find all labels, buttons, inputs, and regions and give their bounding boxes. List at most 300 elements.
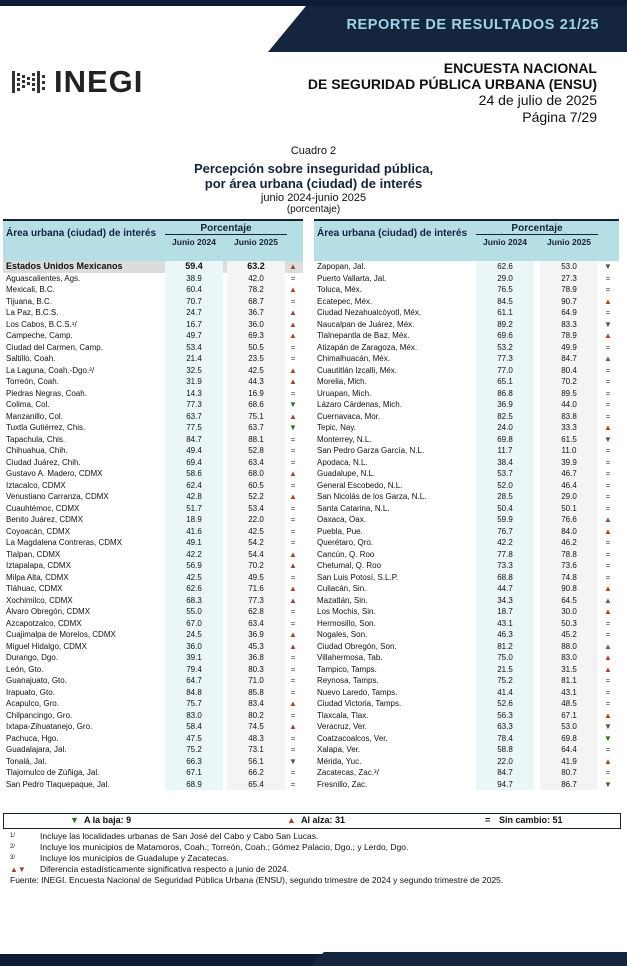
up-arrow-icon: ▲ — [604, 595, 612, 605]
up-arrow-icon: ▲ — [289, 377, 297, 386]
footnotes — [10, 831, 503, 886]
table-row — [314, 353, 619, 365]
table-row — [314, 261, 619, 273]
value-2024: 76.5 — [476, 284, 534, 296]
city-name: Tlaxcala, Tlax. — [317, 710, 369, 720]
down-arrow-icon: ▼ — [604, 779, 612, 789]
city-name: Chilpancingo, Gro. — [6, 710, 73, 720]
table-row — [314, 330, 619, 342]
value-2024: 52.0 — [476, 480, 534, 492]
value-2024: 81.2 — [476, 641, 534, 653]
equal-icon: = — [605, 285, 611, 294]
table-row — [3, 618, 303, 630]
down-arrow-icon: ▼ — [604, 722, 612, 731]
table-row — [314, 319, 619, 331]
up-arrow-icon: ▲ — [289, 469, 297, 478]
table-row — [3, 664, 303, 676]
value-2025: 90.7 — [540, 296, 598, 308]
value-2024: 77.3 — [476, 353, 534, 365]
value-2024: 39.1 — [165, 652, 223, 664]
value-2024: 76.7 — [476, 526, 534, 538]
up-arrow-icon: ▲ — [604, 423, 612, 432]
city-name: Tlajomulco de Zúñiga, Jal. — [6, 768, 100, 777]
city-name: Álvaro Obregón, CDMX — [6, 607, 91, 616]
value-2025: 50.5 — [227, 342, 285, 354]
value-2024: 67.1 — [165, 767, 223, 779]
value-2024: 53.7 — [476, 468, 534, 480]
city-name: Guadalajara, Jal. — [6, 745, 67, 754]
value-2025: 64.9 — [540, 307, 598, 319]
table-row — [314, 457, 619, 469]
equal-icon: = — [290, 664, 296, 674]
value-2025: 88.1 — [227, 434, 285, 446]
equal-icon: = — [290, 515, 296, 524]
value-2025: 64.4 — [540, 744, 598, 756]
value-2024: 29.0 — [476, 273, 534, 285]
city-name: Piedras Negras, Coah. — [6, 388, 87, 398]
table-row — [314, 434, 619, 446]
table-row — [3, 675, 303, 687]
header-year-2025: Junio 2025 — [547, 237, 591, 247]
value-2025: 54.2 — [227, 537, 285, 549]
value-2024: 82.5 — [476, 411, 534, 423]
inegi-logo — [12, 64, 143, 100]
value-2024: 18.7 — [476, 606, 534, 618]
table-row — [3, 284, 303, 296]
table-row — [3, 261, 303, 273]
value-2025: 63.4 — [227, 457, 285, 469]
city-name: Tijuana, B.C. — [6, 296, 52, 306]
value-2025: 73.1 — [227, 744, 285, 756]
table-row — [3, 549, 303, 561]
city-name: Santa Catarina, N.L. — [317, 503, 390, 513]
table-row — [314, 537, 619, 549]
equal-icon: = — [605, 469, 611, 478]
table-row — [314, 376, 619, 388]
value-2025: 74.8 — [540, 572, 598, 584]
down-arrow-icon: ▼ — [289, 423, 297, 432]
value-2024: 38.4 — [476, 457, 534, 469]
table-row — [314, 733, 619, 745]
value-2025: 63.7 — [227, 422, 285, 434]
city-name: Los Mochis, Sin. — [317, 607, 376, 616]
value-2025: 48.3 — [227, 733, 285, 745]
city-name: Coyoacán, CDMX — [6, 526, 71, 536]
city-name: Colima, Col. — [6, 400, 50, 409]
table-row — [314, 606, 619, 618]
table-row — [314, 399, 619, 411]
value-2025: 23.5 — [227, 353, 285, 365]
city-name: Tepic, Nay. — [317, 423, 356, 432]
value-2025: 68.6 — [227, 399, 285, 411]
city-name: Toluca, Méx. — [317, 285, 362, 294]
equal-icon: = — [290, 434, 296, 444]
city-name: Irapuato, Gto. — [6, 687, 55, 697]
value-2025: 49.5 — [227, 572, 285, 584]
city-name: Iztacalco, CDMX — [6, 480, 66, 490]
value-2024: 42.2 — [476, 537, 534, 549]
table-row — [314, 388, 619, 400]
value-2025: 63.2 — [227, 261, 285, 273]
value-2024: 58.4 — [165, 721, 223, 733]
value-2024: 63.7 — [165, 411, 223, 423]
value-2024: 36.9 — [476, 399, 534, 411]
table-row — [314, 756, 619, 768]
value-2024: 69.4 — [165, 457, 223, 469]
value-2024: 46.3 — [476, 629, 534, 641]
value-2024: 41.6 — [165, 526, 223, 538]
equal-icon: = — [605, 549, 611, 559]
city-name: Cuernavaca, Mor. — [317, 411, 381, 421]
value-2025: 78.9 — [540, 284, 598, 296]
equal-icon: = — [290, 607, 296, 616]
document-header — [308, 60, 597, 126]
value-2025: 83.8 — [540, 411, 598, 423]
city-name: Mérida, Yuc. — [317, 756, 362, 766]
up-arrow-icon: ▲ — [289, 699, 297, 708]
value-2024: 42.8 — [165, 491, 223, 503]
value-2025: 11.0 — [540, 445, 598, 457]
city-name: Aguascalientes, Ags. — [6, 273, 81, 283]
city-name: Tampico, Tamps. — [317, 664, 377, 674]
up-arrow-icon: ▲ — [289, 411, 297, 421]
table-row — [3, 330, 303, 342]
value-2024: 44.7 — [476, 583, 534, 595]
value-2024: 69.6 — [476, 330, 534, 342]
value-2024: 59.4 — [165, 261, 223, 273]
table-title-line1: Percepción sobre inseguridad pública, — [193, 161, 434, 176]
up-arrow-icon: ▲ — [604, 607, 612, 616]
city-name: Estados Unidos Mexicanos — [6, 261, 123, 271]
value-2024: 24.7 — [165, 307, 223, 319]
value-2024: 56.3 — [476, 710, 534, 722]
value-2025: 45.3 — [227, 641, 285, 653]
header-area: Área urbana (ciudad) de interés — [317, 228, 468, 239]
down-arrow-icon: ▼ — [604, 319, 612, 329]
value-2025: 43.1 — [540, 687, 598, 699]
equal-icon: = — [290, 296, 296, 306]
value-2025: 83.4 — [227, 698, 285, 710]
value-2024: 18.9 — [165, 514, 223, 526]
value-2024: 21.5 — [476, 664, 534, 676]
city-name: Cuauhtémoc, CDMX — [6, 503, 80, 513]
table-row — [3, 583, 303, 595]
table-row — [314, 641, 619, 653]
up-arrow-icon: ▲ — [289, 630, 297, 639]
value-2024: 50.4 — [476, 503, 534, 515]
city-name: Ciudad Nezahualcóyotl, Méx. — [317, 308, 422, 317]
table-row — [314, 618, 619, 630]
value-2024: 68.3 — [165, 595, 223, 607]
value-2025: 69.3 — [227, 330, 285, 342]
equal-icon: = — [605, 365, 611, 375]
value-2024: 53.2 — [476, 342, 534, 354]
table-row — [314, 698, 619, 710]
city-name: Lázaro Cárdenas, Mich. — [317, 400, 402, 409]
table-row — [314, 296, 619, 308]
value-2025: 89.5 — [540, 388, 598, 400]
up-arrow-icon: ▲ — [604, 515, 612, 524]
equal-icon: = — [605, 457, 611, 467]
value-2025: 36.9 — [227, 629, 285, 641]
value-2024: 14.3 — [165, 388, 223, 400]
equal-icon: = — [290, 768, 296, 777]
city-name: Mexicali, B.C. — [6, 285, 55, 294]
table-row — [3, 353, 303, 365]
city-name: Ciudad Obregón, Son. — [317, 641, 397, 651]
city-name: Mazatlán, Sin. — [317, 595, 368, 605]
value-2024: 61.1 — [476, 307, 534, 319]
equal-icon: = — [605, 699, 611, 708]
city-name: Puerto Vallarta, Jal. — [317, 273, 387, 283]
value-2024: 77.8 — [476, 549, 534, 561]
equal-icon: = — [605, 400, 611, 409]
value-2025: 61.5 — [540, 434, 598, 446]
up-arrow-icon: ▲ — [289, 262, 297, 271]
city-name: San Pedro Garza García, N.L. — [317, 446, 425, 455]
value-2024: 77.5 — [165, 422, 223, 434]
down-arrow-icon: ▼ — [604, 434, 612, 444]
legend-up: Al alza: 31 — [301, 815, 346, 825]
value-2025: 80.4 — [540, 365, 598, 377]
up-arrow-icon: ▲ — [604, 331, 612, 340]
value-2025: 64.5 — [540, 595, 598, 607]
equal-icon: = — [290, 526, 296, 536]
city-name: Chihuahua, Chih. — [6, 446, 68, 455]
value-2024: 84.7 — [165, 434, 223, 446]
value-2024: 68.8 — [476, 572, 534, 584]
table-row — [3, 779, 303, 791]
value-2025: 85.8 — [227, 687, 285, 699]
equal-icon: = — [605, 342, 611, 352]
source-note: Fuente: INEGI. Encuesta Nacional de Seguridad Pública Urbana (ENSU), segundo trimestre de 2024 y segundo trimestre de 2025. — [10, 875, 504, 885]
value-2024: 84.7 — [476, 767, 534, 779]
equal-icon: = — [605, 687, 611, 697]
value-2025: 49.9 — [540, 342, 598, 354]
value-2025: 83.0 — [540, 652, 598, 664]
value-2024: 67.0 — [165, 618, 223, 630]
table-left — [3, 219, 303, 790]
value-2024: 64.7 — [165, 675, 223, 687]
value-2025: 56.1 — [227, 756, 285, 768]
value-2024: 53.4 — [165, 342, 223, 354]
table-row — [3, 514, 303, 526]
table-row — [314, 503, 619, 515]
up-arrow-icon: ▲ — [604, 664, 612, 674]
city-name: Benito Juárez, CDMX — [6, 515, 83, 524]
value-2025: 83.3 — [540, 319, 598, 331]
value-2025: 60.5 — [227, 480, 285, 492]
value-2025: 77.3 — [227, 595, 285, 607]
value-2025: 71.6 — [227, 583, 285, 595]
table-row — [314, 491, 619, 503]
value-2024: 68.9 — [165, 779, 223, 791]
value-2025: 63.4 — [227, 618, 285, 630]
equal-icon: = — [605, 503, 611, 513]
table-row — [3, 480, 303, 492]
city-name: Saltillo, Coah. — [6, 354, 56, 363]
value-2025: 84.0 — [540, 526, 598, 538]
city-name: Morelia, Mich. — [317, 377, 367, 386]
survey-name-line1: ENCUESTA NACIONAL — [443, 60, 597, 76]
up-arrow-icon: ▲ — [604, 526, 612, 536]
city-name: Reynosa, Tamps. — [317, 676, 379, 685]
table-row — [314, 445, 619, 457]
table-row — [314, 744, 619, 756]
equal-icon: = — [605, 377, 611, 386]
value-2024: 22.0 — [476, 756, 534, 768]
publication-date: 24 de julio de 2025 — [478, 92, 597, 108]
footnote: 3/ Incluye los municipios de Guadalupe y Zacatecas. — [10, 853, 229, 863]
table-title-line2: por área urbana (ciudad) de interés — [204, 176, 423, 191]
table-row — [314, 307, 619, 319]
value-2024: 70.7 — [165, 296, 223, 308]
table-row — [314, 273, 619, 285]
city-name: Milpa Alta, CDMX — [6, 572, 69, 582]
table-row — [314, 687, 619, 699]
value-2025: 78.2 — [227, 284, 285, 296]
table-row — [314, 342, 619, 354]
value-2025: 81.1 — [540, 675, 598, 687]
table-row — [3, 273, 303, 285]
up-arrow-icon: ▲ — [604, 584, 612, 593]
legend-down: A la baja: 9 — [84, 815, 132, 825]
value-2024: 62.6 — [476, 261, 534, 273]
city-name: Torreón, Coah. — [6, 377, 59, 386]
city-name: Ciudad Victoria, Tamps. — [317, 699, 402, 708]
city-name: Tláhuac, CDMX — [6, 584, 63, 593]
equal-icon: = — [605, 572, 611, 582]
city-name: Chetumal, Q. Roo — [317, 561, 382, 570]
table-row — [314, 365, 619, 377]
city-name: Tapachula, Chis. — [6, 434, 66, 444]
equal-icon: = — [605, 446, 611, 455]
equal-icon: = — [290, 618, 296, 628]
up-arrow-icon: ▲ — [604, 653, 612, 662]
value-2024: 56.9 — [165, 560, 223, 572]
value-2025: 74.5 — [227, 721, 285, 733]
value-2024: 42.5 — [165, 572, 223, 584]
table-row — [314, 549, 619, 561]
header-year-2025: Junio 2025 — [234, 237, 278, 247]
table-row — [314, 572, 619, 584]
table-row — [3, 399, 303, 411]
logo-text: INEGI — [54, 64, 144, 99]
value-2025: 66.2 — [227, 767, 285, 779]
down-arrow-icon: ▼ — [604, 733, 612, 743]
value-2025: 42.5 — [227, 526, 285, 538]
city-name: San Pedro Tlaquepaque, Jal. — [6, 779, 110, 789]
city-name: Veracruz, Ver. — [317, 722, 367, 731]
city-name: Guanajuato, Gto. — [6, 676, 67, 685]
city-name: Tonalá, Jal. — [6, 756, 47, 766]
value-2024: 77.3 — [165, 399, 223, 411]
equal-icon: = — [290, 480, 296, 490]
value-2025: 36.0 — [227, 319, 285, 331]
value-2024: 32.5 — [165, 365, 223, 377]
value-2025: 46.2 — [540, 537, 598, 549]
table-row — [314, 514, 619, 526]
header-percentage: Porcentaje — [165, 223, 287, 235]
table-row — [314, 779, 619, 791]
table-header — [3, 219, 303, 261]
value-2025: 52.8 — [227, 445, 285, 457]
city-name: Ecatepec, Méx. — [317, 296, 373, 306]
table-row — [314, 710, 619, 722]
equal-icon: = — [605, 388, 611, 398]
up-arrow-icon: ▲ — [289, 331, 297, 340]
value-2025: 36.8 — [227, 652, 285, 664]
city-name: León, Gto. — [6, 664, 44, 674]
value-2025: 69.8 — [540, 733, 598, 745]
equal-icon: = — [605, 273, 611, 283]
value-2025: 44.3 — [227, 376, 285, 388]
value-2025: 75.1 — [227, 411, 285, 423]
table-row — [314, 652, 619, 664]
city-name: Nuevo Laredo, Tamps. — [317, 687, 398, 697]
equal-icon: = — [290, 676, 296, 685]
table-row — [3, 595, 303, 607]
table-row — [3, 721, 303, 733]
up-arrow-icon: ▲ — [289, 319, 297, 329]
value-2024: 75.2 — [165, 744, 223, 756]
value-2024: 78.4 — [476, 733, 534, 745]
equal-icon: = — [290, 710, 296, 720]
equal-icon: = — [290, 779, 296, 789]
table-row — [3, 319, 303, 331]
value-2025: 68.0 — [227, 468, 285, 480]
equal-icon: = — [605, 618, 611, 628]
value-2025: 42.0 — [227, 273, 285, 285]
table-row — [314, 526, 619, 538]
value-2024: 52.6 — [476, 698, 534, 710]
table-row — [3, 641, 303, 653]
table-row — [314, 411, 619, 423]
table-row — [314, 560, 619, 572]
value-2025: 65.4 — [227, 779, 285, 791]
city-name: Iztapalapa, CDMX — [6, 561, 71, 570]
city-name: Ixtapa-Zihuatanejo, Gro. — [6, 722, 93, 731]
up-arrow-icon: ▲ — [289, 722, 297, 731]
value-2024: 42.2 — [165, 549, 223, 561]
value-2025: 41.9 — [540, 756, 598, 768]
up-arrow-icon: ▲ — [289, 492, 297, 501]
value-2024: 49.4 — [165, 445, 223, 457]
equal-icon: = — [290, 503, 296, 513]
value-2024: 59.9 — [476, 514, 534, 526]
inegi-logo-icon — [12, 69, 48, 95]
table-row — [3, 606, 303, 618]
value-2024: 34.3 — [476, 595, 534, 607]
city-name: Fresnillo, Zac. — [317, 779, 368, 789]
up-arrow-icon: ▲ — [287, 815, 296, 825]
city-name: Naucalpan de Juárez, Méx. — [317, 319, 415, 329]
city-name: Apodaca, N.L. — [317, 457, 368, 467]
value-2025: 27.3 — [540, 273, 598, 285]
city-name: Chimalhuacán, Méx. — [317, 354, 390, 363]
value-2024: 51.7 — [165, 503, 223, 515]
city-name: Culiacán, Sin. — [317, 584, 367, 593]
value-2024: 24.5 — [165, 629, 223, 641]
value-2025: 31.5 — [540, 664, 598, 676]
city-name: Hermosillo, Son. — [317, 618, 376, 628]
table-row — [3, 468, 303, 480]
table-row — [3, 491, 303, 503]
footnote: 1/ Incluye las localidades urbanas de San José del Cabo y Cabo San Lucas. — [10, 831, 319, 841]
value-2025: 70.2 — [227, 560, 285, 572]
value-2024: 86.8 — [476, 388, 534, 400]
down-arrow-icon: ▼ — [70, 815, 79, 825]
